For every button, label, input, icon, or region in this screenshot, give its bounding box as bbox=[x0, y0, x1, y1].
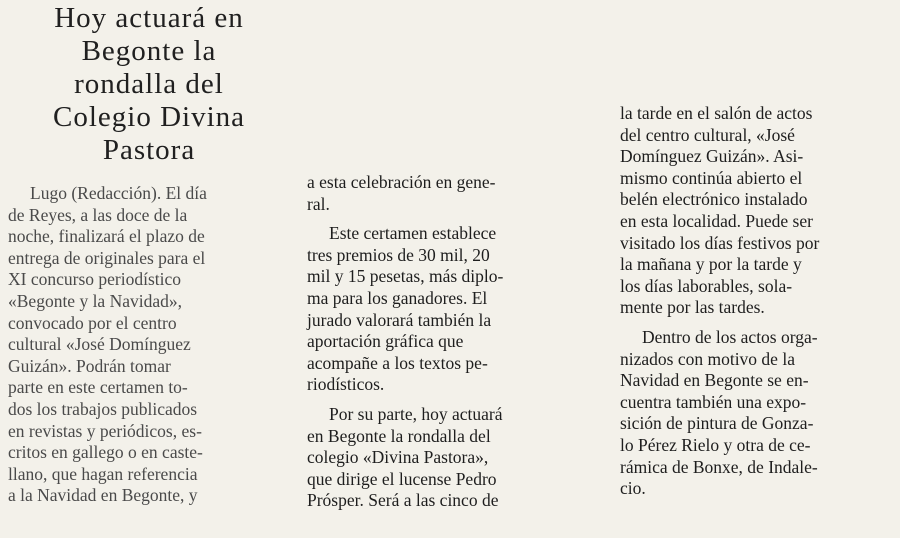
text-line: noche, finalizará el plazo de bbox=[8, 226, 205, 247]
headline-line: Hoy actuará en bbox=[54, 2, 244, 34]
paragraph-gap bbox=[620, 319, 892, 327]
text-line: Domínguez Guizán». Asi- bbox=[620, 146, 804, 167]
text-line: Lugo (Redacción). El día bbox=[30, 183, 207, 203]
text-line: Guizán». Podrán tomar bbox=[8, 355, 171, 376]
text-line: cuentra también una expo- bbox=[620, 391, 807, 412]
text-line: la mañana y por la tarde y bbox=[620, 254, 802, 275]
text-line: Dentro de los actos orga- bbox=[642, 326, 818, 347]
text-line: tres premios de 30 mil, 20 bbox=[307, 244, 490, 265]
paragraph-gap bbox=[307, 215, 577, 223]
text-line: rámica de Bonxe, de Indale- bbox=[620, 456, 818, 477]
headline-line: Begonte la bbox=[81, 35, 217, 67]
text-line: ral. bbox=[307, 193, 330, 214]
text-line: Este certamen establece bbox=[329, 223, 497, 244]
article-paragraph bbox=[620, 103, 892, 319]
text-line: visitado los días festivos por bbox=[620, 232, 820, 253]
text-line: mente por las tardes. bbox=[620, 297, 765, 318]
text-line: a la Navidad en Begonte, y bbox=[8, 485, 198, 506]
text-line: Navidad en Begonte se en- bbox=[620, 370, 809, 391]
article-paragraph bbox=[307, 172, 577, 215]
article-paragraph bbox=[307, 404, 577, 512]
text-line: dos los trabajos publicados bbox=[8, 398, 198, 419]
text-line: cultural «José Domínguez bbox=[8, 334, 191, 355]
text-line: que dirige el lucense Pedro bbox=[307, 468, 497, 489]
text-line: convocado por el centro bbox=[8, 312, 177, 333]
text-line: del centro cultural, «José bbox=[620, 124, 795, 145]
text-line: parte en este certamen to- bbox=[8, 377, 188, 398]
headline bbox=[4, 2, 294, 167]
article-column-2 bbox=[307, 172, 577, 512]
text-line: los días laborables, sola- bbox=[620, 275, 793, 296]
article-paragraph bbox=[620, 327, 892, 500]
text-line: ma para los ganadores. El bbox=[307, 287, 488, 308]
text-line: en Begonte la rondalla del bbox=[307, 425, 491, 446]
headline-line: rondalla del bbox=[74, 68, 224, 100]
headline-line: Colegio Divina bbox=[52, 101, 245, 133]
article-column-1 bbox=[8, 183, 276, 507]
article-paragraph bbox=[307, 223, 577, 396]
text-line: a esta celebración en gene- bbox=[307, 172, 496, 192]
text-line: cio. bbox=[620, 478, 646, 499]
text-line: de Reyes, a las doce de la bbox=[8, 204, 188, 225]
text-line: nizados con motivo de la bbox=[620, 348, 795, 369]
text-line: entrega de originales para el bbox=[8, 247, 206, 268]
article-column-3 bbox=[620, 103, 892, 500]
text-line: riodísticos. bbox=[307, 374, 385, 395]
article-paragraph bbox=[8, 183, 276, 507]
text-line: lo Pérez Rielo y otra de ce- bbox=[620, 434, 811, 455]
headline-line: Pastora bbox=[102, 134, 196, 166]
text-line: jurado valorará también la bbox=[307, 309, 492, 330]
text-line: critos en gallego o en caste- bbox=[8, 442, 203, 463]
text-line: colegio «Divina Pastora», bbox=[307, 447, 489, 468]
text-line: acompañe a los textos pe- bbox=[307, 352, 488, 373]
text-line: la tarde en el salón de actos bbox=[620, 103, 813, 123]
text-line: Por su parte, hoy actuará bbox=[329, 403, 503, 424]
paragraph-gap bbox=[307, 396, 577, 404]
text-line: XI concurso periodístico bbox=[8, 269, 182, 290]
text-line: en revistas y periódicos, es- bbox=[8, 420, 202, 441]
text-line: mil y 15 pesetas, más diplo- bbox=[307, 266, 504, 287]
text-line: Prósper. Será a las cinco de bbox=[307, 490, 499, 511]
text-line: llano, que hagan referencia bbox=[8, 463, 198, 484]
text-line: «Begonte y la Navidad», bbox=[8, 290, 182, 311]
text-line: belén electrónico instalado bbox=[620, 189, 808, 210]
text-line: sición de pintura de Gonza- bbox=[620, 413, 814, 434]
text-line: en esta localidad. Puede ser bbox=[620, 210, 813, 231]
text-line: aportación gráfica que bbox=[307, 331, 464, 352]
text-line: mismo continúa abierto el bbox=[620, 167, 803, 188]
